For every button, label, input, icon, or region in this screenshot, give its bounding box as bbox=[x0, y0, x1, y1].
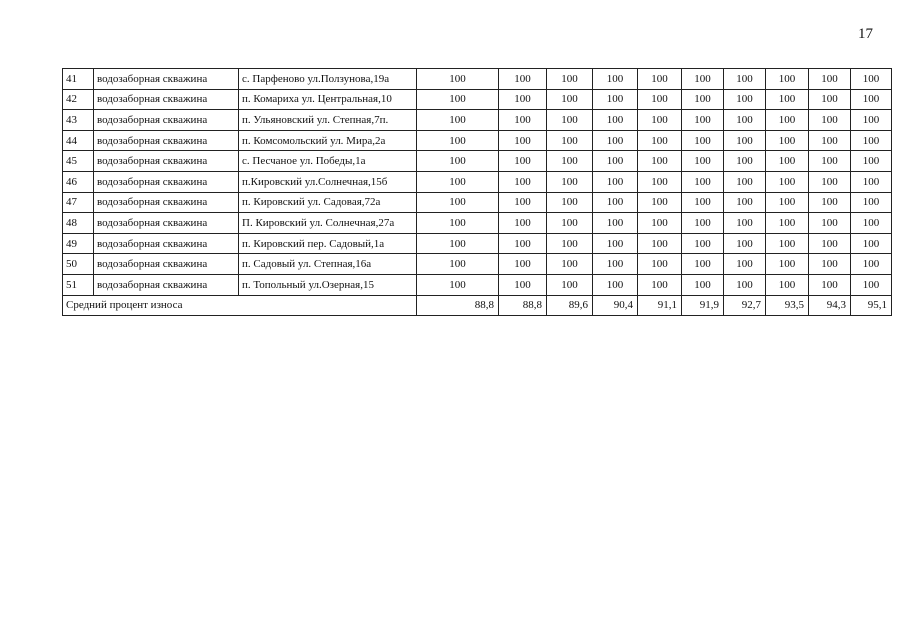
wear-value-cell: 100 bbox=[851, 192, 892, 213]
table-body bbox=[63, 69, 892, 316]
wear-value-cell: 100 bbox=[638, 213, 682, 234]
wear-value-cell: 100 bbox=[724, 69, 766, 90]
wear-value-cell: 100 bbox=[851, 151, 892, 172]
wear-value-cell: 100 bbox=[417, 233, 499, 254]
wear-value-cell: 100 bbox=[851, 130, 892, 151]
object-type-cell: водозаборная скважина bbox=[94, 213, 239, 234]
wear-value-cell: 100 bbox=[417, 192, 499, 213]
wear-value-cell: 100 bbox=[417, 69, 499, 90]
wear-value-cell: 100 bbox=[499, 171, 547, 192]
average-value-cell: 89,6 bbox=[547, 295, 593, 316]
wear-value-cell: 100 bbox=[682, 171, 724, 192]
wear-value-cell: 100 bbox=[638, 192, 682, 213]
wear-value-cell: 100 bbox=[809, 192, 851, 213]
wear-value-cell: 100 bbox=[851, 89, 892, 110]
wear-value-cell: 100 bbox=[851, 233, 892, 254]
average-value-cell: 95,1 bbox=[851, 295, 892, 316]
address-cell: П. Кировский ул. Солнечная,27а bbox=[239, 213, 417, 234]
object-type-cell: водозаборная скважина bbox=[94, 233, 239, 254]
table-row bbox=[63, 89, 892, 110]
wear-value-cell: 100 bbox=[851, 274, 892, 295]
table-row bbox=[63, 254, 892, 275]
wear-value-cell: 100 bbox=[499, 274, 547, 295]
object-type-cell: водозаборная скважина bbox=[94, 130, 239, 151]
wear-value-cell: 100 bbox=[638, 254, 682, 275]
wear-value-cell: 100 bbox=[417, 110, 499, 131]
average-value-cell: 91,1 bbox=[638, 295, 682, 316]
wear-value-cell: 100 bbox=[593, 192, 638, 213]
wear-value-cell: 100 bbox=[809, 69, 851, 90]
wear-value-cell: 100 bbox=[724, 89, 766, 110]
page-number: 17 bbox=[858, 26, 873, 42]
wear-value-cell: 100 bbox=[547, 89, 593, 110]
wear-value-cell: 100 bbox=[851, 171, 892, 192]
wear-value-cell: 100 bbox=[809, 151, 851, 172]
address-cell: с. Парфеново ул.Ползунова,19а bbox=[239, 69, 417, 90]
wear-value-cell: 100 bbox=[851, 110, 892, 131]
wear-value-cell: 100 bbox=[417, 213, 499, 234]
average-value-cell: 88,8 bbox=[417, 295, 499, 316]
average-value-cell: 92,7 bbox=[724, 295, 766, 316]
row-number-cell: 49 bbox=[63, 233, 94, 254]
wear-value-cell: 100 bbox=[682, 274, 724, 295]
object-type-cell: водозаборная скважина bbox=[94, 274, 239, 295]
summary-label: Средний процент износа bbox=[63, 295, 417, 316]
wear-value-cell: 100 bbox=[682, 151, 724, 172]
table-row bbox=[63, 274, 892, 295]
summary-row bbox=[63, 295, 892, 316]
wear-value-cell: 100 bbox=[682, 130, 724, 151]
wear-value-cell: 100 bbox=[593, 151, 638, 172]
row-number-cell: 51 bbox=[63, 274, 94, 295]
wear-value-cell: 100 bbox=[724, 192, 766, 213]
row-number-cell: 48 bbox=[63, 213, 94, 234]
wear-value-cell: 100 bbox=[593, 110, 638, 131]
object-type-cell: водозаборная скважина bbox=[94, 192, 239, 213]
wear-value-cell: 100 bbox=[638, 110, 682, 131]
wear-value-cell: 100 bbox=[724, 233, 766, 254]
wear-value-cell: 100 bbox=[766, 151, 809, 172]
wear-value-cell: 100 bbox=[593, 254, 638, 275]
address-cell: п. Кировский ул. Садовая,72а bbox=[239, 192, 417, 213]
wear-value-cell: 100 bbox=[809, 130, 851, 151]
object-type-cell: водозаборная скважина bbox=[94, 89, 239, 110]
wear-value-cell: 100 bbox=[851, 254, 892, 275]
wear-value-cell: 100 bbox=[417, 130, 499, 151]
wear-value-cell: 100 bbox=[724, 171, 766, 192]
wear-value-cell: 100 bbox=[499, 69, 547, 90]
object-type-cell: водозаборная скважина bbox=[94, 254, 239, 275]
table-row bbox=[63, 130, 892, 151]
address-cell: п. Садовый ул. Степная,16а bbox=[239, 254, 417, 275]
wear-value-cell: 100 bbox=[499, 151, 547, 172]
wear-value-cell: 100 bbox=[766, 110, 809, 131]
wear-value-cell: 100 bbox=[638, 89, 682, 110]
wear-value-cell: 100 bbox=[724, 213, 766, 234]
wear-value-cell: 100 bbox=[547, 254, 593, 275]
address-cell: п. Топольный ул.Озерная,15 bbox=[239, 274, 417, 295]
wear-value-cell: 100 bbox=[682, 192, 724, 213]
wear-value-cell: 100 bbox=[547, 171, 593, 192]
row-number-cell: 42 bbox=[63, 89, 94, 110]
wear-value-cell: 100 bbox=[547, 274, 593, 295]
wear-value-cell: 100 bbox=[593, 130, 638, 151]
wear-value-cell: 100 bbox=[499, 192, 547, 213]
table-row bbox=[63, 151, 892, 172]
wear-value-cell: 100 bbox=[851, 213, 892, 234]
wear-value-cell: 100 bbox=[417, 151, 499, 172]
wear-value-cell: 100 bbox=[766, 89, 809, 110]
wear-value-cell: 100 bbox=[809, 89, 851, 110]
wear-value-cell: 100 bbox=[766, 69, 809, 90]
wear-value-cell: 100 bbox=[547, 233, 593, 254]
wear-value-cell: 100 bbox=[547, 130, 593, 151]
object-type-cell: водозаборная скважина bbox=[94, 171, 239, 192]
wear-value-cell: 100 bbox=[766, 192, 809, 213]
wear-value-cell: 100 bbox=[766, 171, 809, 192]
address-cell: п.Кировский ул.Солнечная,15б bbox=[239, 171, 417, 192]
wear-value-cell: 100 bbox=[682, 213, 724, 234]
wear-value-cell: 100 bbox=[766, 233, 809, 254]
wear-value-cell: 100 bbox=[851, 69, 892, 90]
address-cell: п. Комариха ул. Центральная,10 bbox=[239, 89, 417, 110]
address-cell: п. Комсомольский ул. Мира,2а bbox=[239, 130, 417, 151]
wear-value-cell: 100 bbox=[809, 171, 851, 192]
wear-value-cell: 100 bbox=[809, 254, 851, 275]
wear-value-cell: 100 bbox=[547, 110, 593, 131]
wear-value-cell: 100 bbox=[417, 89, 499, 110]
object-type-cell: водозаборная скважина bbox=[94, 110, 239, 131]
table-row bbox=[63, 110, 892, 131]
row-number-cell: 43 bbox=[63, 110, 94, 131]
wear-value-cell: 100 bbox=[593, 69, 638, 90]
wear-value-cell: 100 bbox=[499, 213, 547, 234]
wear-table bbox=[62, 68, 892, 316]
wear-value-cell: 100 bbox=[724, 274, 766, 295]
object-type-cell: водозаборная скважина bbox=[94, 151, 239, 172]
wear-value-cell: 100 bbox=[593, 274, 638, 295]
wear-value-cell: 100 bbox=[638, 233, 682, 254]
wear-value-cell: 100 bbox=[809, 213, 851, 234]
wear-value-cell: 100 bbox=[682, 254, 724, 275]
wear-value-cell: 100 bbox=[547, 213, 593, 234]
row-number-cell: 50 bbox=[63, 254, 94, 275]
wear-value-cell: 100 bbox=[638, 69, 682, 90]
wear-value-cell: 100 bbox=[499, 110, 547, 131]
wear-value-cell: 100 bbox=[547, 192, 593, 213]
wear-value-cell: 100 bbox=[809, 233, 851, 254]
wear-value-cell: 100 bbox=[593, 233, 638, 254]
wear-value-cell: 100 bbox=[809, 274, 851, 295]
address-cell: п. Кировский пер. Садовый,1а bbox=[239, 233, 417, 254]
wear-value-cell: 100 bbox=[724, 254, 766, 275]
average-value-cell: 90,4 bbox=[593, 295, 638, 316]
wear-value-cell: 100 bbox=[593, 213, 638, 234]
wear-value-cell: 100 bbox=[766, 254, 809, 275]
table-row bbox=[63, 213, 892, 234]
object-type-cell: водозаборная скважина bbox=[94, 69, 239, 90]
row-number-cell: 45 bbox=[63, 151, 94, 172]
wear-value-cell: 100 bbox=[638, 274, 682, 295]
wear-value-cell: 100 bbox=[638, 171, 682, 192]
wear-value-cell: 100 bbox=[724, 110, 766, 131]
table-row bbox=[63, 233, 892, 254]
wear-value-cell: 100 bbox=[724, 130, 766, 151]
address-cell: п. Ульяновский ул. Степная,7п. bbox=[239, 110, 417, 131]
wear-value-cell: 100 bbox=[547, 151, 593, 172]
average-value-cell: 93,5 bbox=[766, 295, 809, 316]
wear-value-cell: 100 bbox=[682, 110, 724, 131]
wear-value-cell: 100 bbox=[417, 254, 499, 275]
wear-value-cell: 100 bbox=[682, 89, 724, 110]
wear-value-cell: 100 bbox=[682, 69, 724, 90]
table-row bbox=[63, 69, 892, 90]
table-row bbox=[63, 192, 892, 213]
wear-value-cell: 100 bbox=[417, 171, 499, 192]
row-number-cell: 46 bbox=[63, 171, 94, 192]
table-row bbox=[63, 171, 892, 192]
wear-value-cell: 100 bbox=[499, 233, 547, 254]
wear-value-cell: 100 bbox=[682, 233, 724, 254]
average-value-cell: 88,8 bbox=[499, 295, 547, 316]
row-number-cell: 41 bbox=[63, 69, 94, 90]
wear-value-cell: 100 bbox=[417, 274, 499, 295]
row-number-cell: 47 bbox=[63, 192, 94, 213]
wear-value-cell: 100 bbox=[766, 130, 809, 151]
wear-value-cell: 100 bbox=[809, 110, 851, 131]
wear-value-cell: 100 bbox=[499, 254, 547, 275]
wear-value-cell: 100 bbox=[499, 89, 547, 110]
address-cell: с. Песчаное ул. Победы,1а bbox=[239, 151, 417, 172]
wear-value-cell: 100 bbox=[593, 171, 638, 192]
wear-value-cell: 100 bbox=[638, 151, 682, 172]
wear-value-cell: 100 bbox=[547, 69, 593, 90]
wear-value-cell: 100 bbox=[724, 151, 766, 172]
wear-value-cell: 100 bbox=[593, 89, 638, 110]
average-value-cell: 91,9 bbox=[682, 295, 724, 316]
wear-value-cell: 100 bbox=[766, 274, 809, 295]
average-value-cell: 94,3 bbox=[809, 295, 851, 316]
wear-value-cell: 100 bbox=[766, 213, 809, 234]
row-number-cell: 44 bbox=[63, 130, 94, 151]
wear-value-cell: 100 bbox=[499, 130, 547, 151]
wear-value-cell: 100 bbox=[638, 130, 682, 151]
